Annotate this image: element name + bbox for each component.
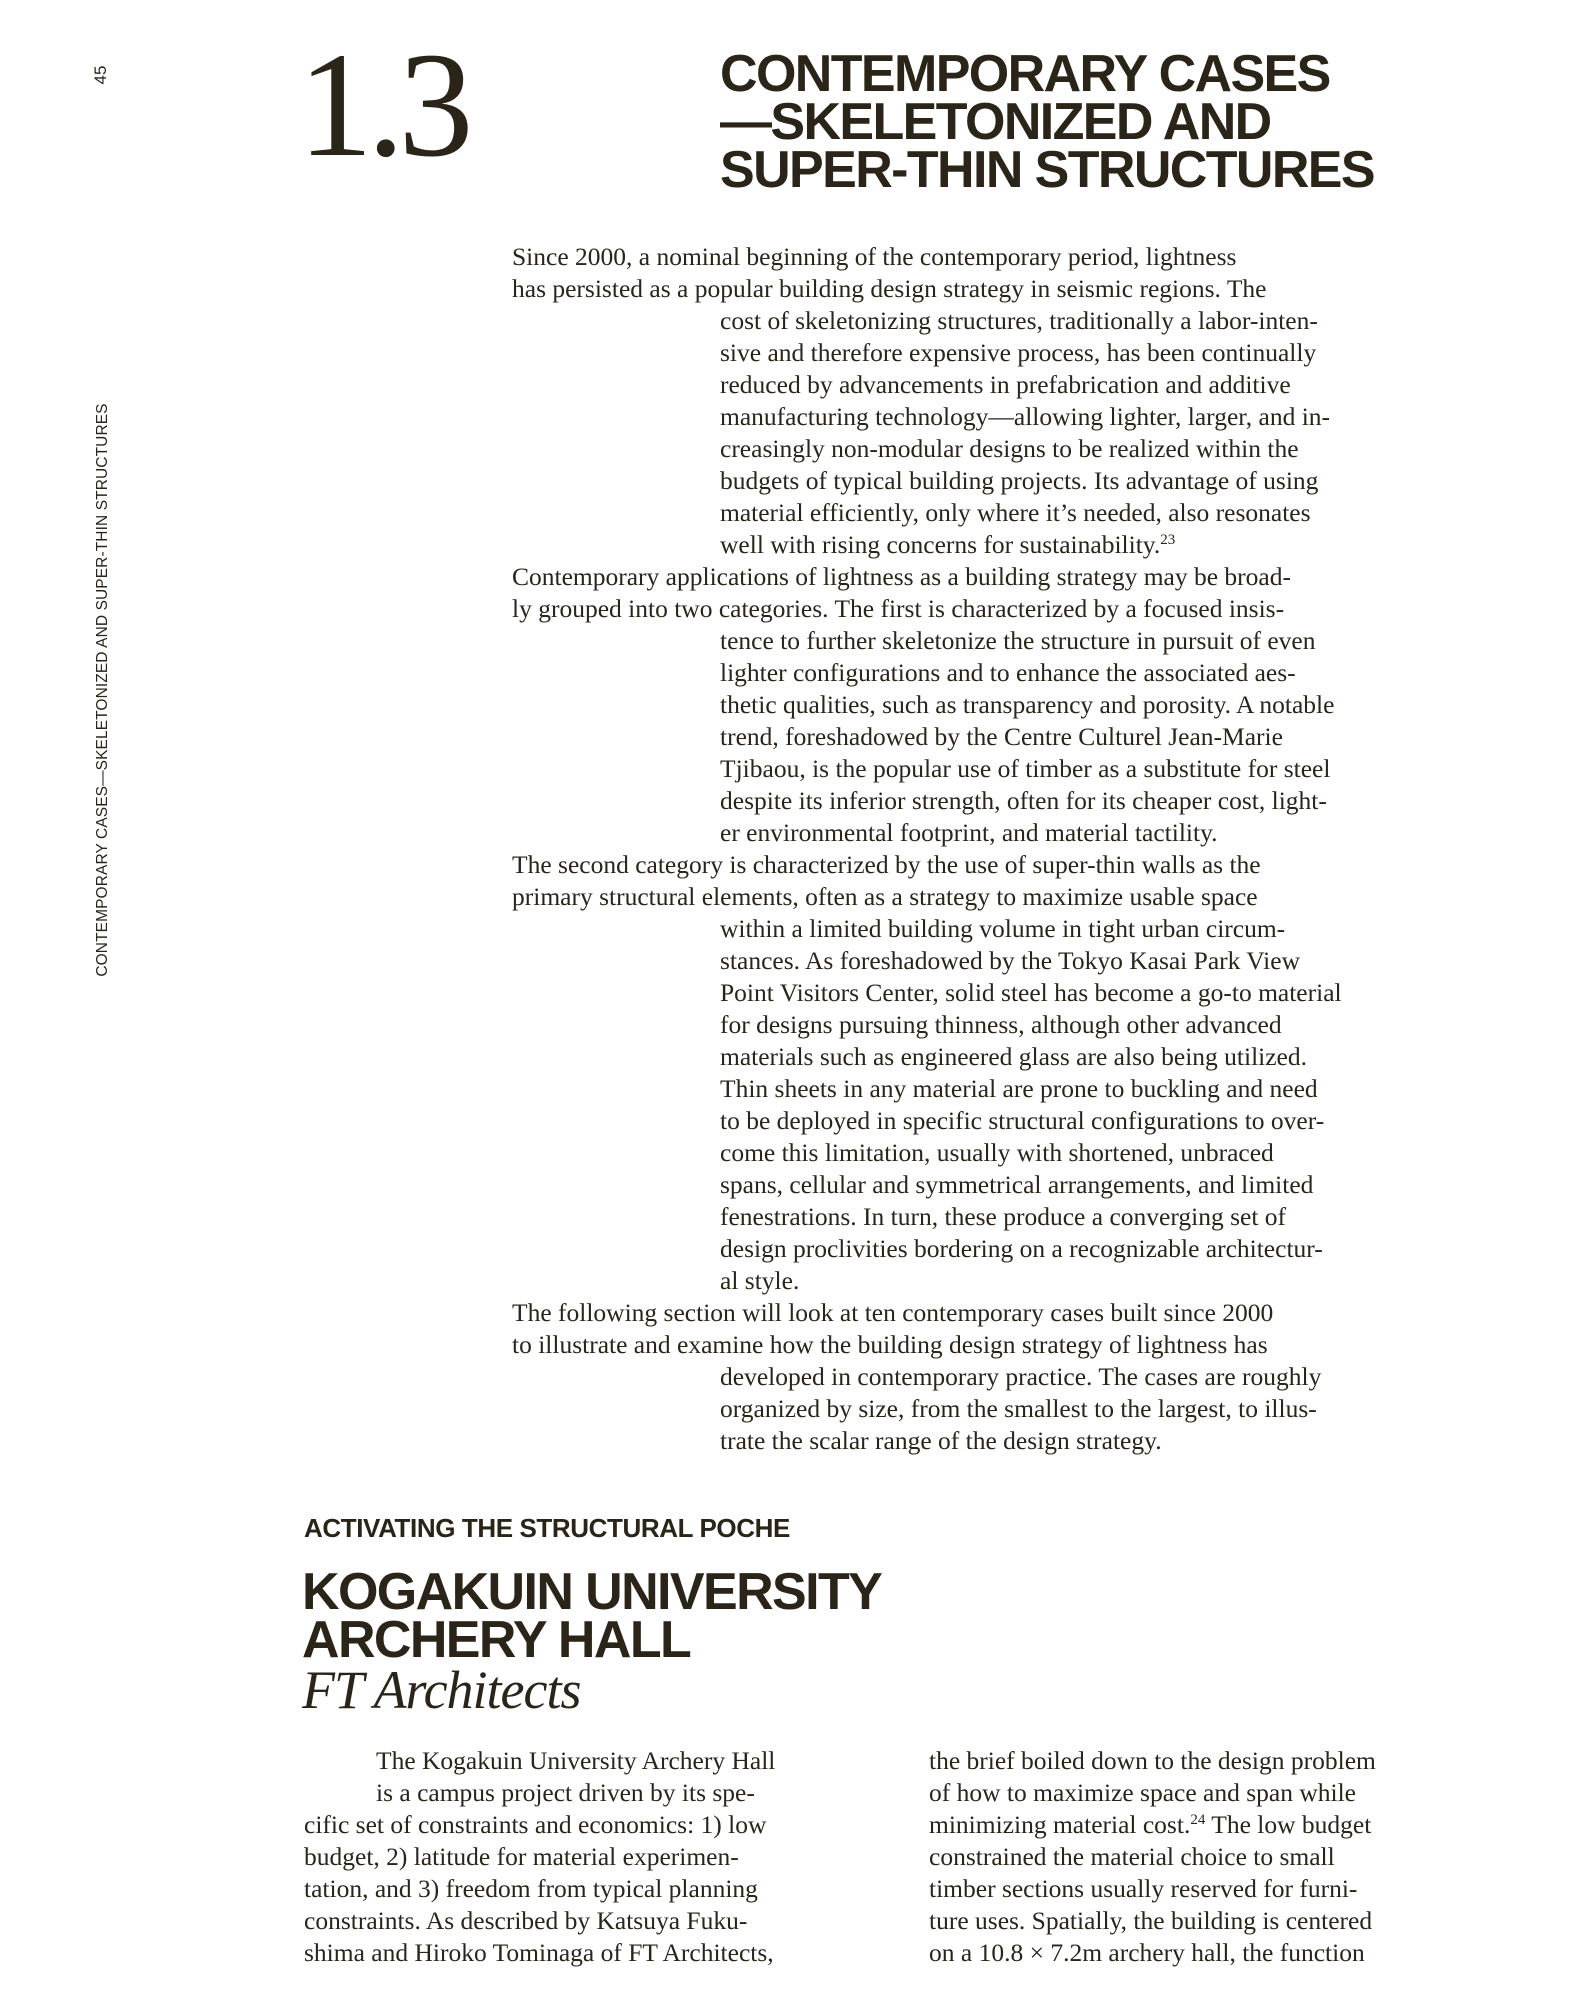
text-line: is a campus project driven by its spe- <box>376 1778 755 1807</box>
footnote-reference: 23 <box>1160 532 1176 548</box>
text-line: fenestrations. In turn, these produce a converging set of <box>720 1202 1287 1231</box>
text-line-part: well with rising concerns for sustainability. <box>720 530 1161 559</box>
text-line: constraints. As described by Katsuya Fuku- <box>304 1906 748 1935</box>
chapter-title <box>720 45 1540 199</box>
text-line: ture uses. Spatially, the building is centered <box>929 1906 1373 1935</box>
text-line: on a 10.8 × 7.2m archery hall, the function <box>929 1938 1365 1967</box>
text-line: budget, 2) latitude for material experimen- <box>304 1842 739 1871</box>
text-line: ly grouped into two categories. The first is characterized by a focused insis- <box>512 594 1285 623</box>
text-line: reduced by advancements in prefabrication and additive <box>720 370 1291 399</box>
chapter-number: 1.3 <box>298 22 468 188</box>
text-line <box>512 529 1522 561</box>
text-line: to illustrate and examine how the building design strategy of lightness has <box>512 1330 1268 1359</box>
text-line: tation, and 3) freedom from typical planning <box>304 1874 758 1903</box>
text-line: Tjibaou, is the popular use of timber as a substitute for steel <box>720 754 1331 783</box>
text-line: creasingly non-modular designs to be realized within the <box>720 434 1299 463</box>
text-line: spans, cellular and symmetrical arrangements, and limited <box>720 1170 1314 1199</box>
intro-paragraph-3 <box>512 849 1522 1297</box>
text-line: thetic qualities, such as transparency and porosity. A notable <box>720 690 1335 719</box>
text-line: Point Visitors Center, solid steel has become a go-to material <box>720 978 1342 1007</box>
body-column-right <box>929 1745 1549 1969</box>
text-line: for designs pursuing thinness, although other advanced <box>720 1010 1282 1039</box>
text-line: lighter configurations and to enhance the associated aes- <box>720 658 1296 687</box>
text-line <box>929 1809 1549 1841</box>
text-line: cific set of constraints and economics: 1) low <box>304 1810 767 1839</box>
case-title-line: ARCHERY HALL <box>302 1611 691 1669</box>
text-line: despite its inferior strength, often for its cheaper cost, light- <box>720 786 1327 815</box>
text-line: Contemporary applications of lightness as a building strategy may be broad- <box>512 562 1291 591</box>
intro-paragraph-2 <box>512 561 1522 849</box>
text-line: The second category is characterized by the use of super-thin walls as the <box>512 850 1261 879</box>
text-line: Since 2000, a nominal beginning of the contemporary period, lightness <box>512 242 1237 271</box>
case-title-line: KOGAKUIN UNIVERSITY <box>302 1563 882 1621</box>
text-line: Thin sheets in any material are prone to buckling and need <box>720 1074 1318 1103</box>
text-line: stances. As foreshadowed by the Tokyo Kasai Park View <box>720 946 1301 975</box>
text-line: primary structural elements, often as a strategy to maximize usable space <box>512 882 1258 911</box>
intro-paragraph-4 <box>512 1297 1522 1457</box>
text-line: the brief boiled down to the design problem <box>929 1746 1376 1775</box>
intro-text <box>512 241 1522 1457</box>
text-line: developed in contemporary practice. The cases are roughly <box>720 1362 1322 1391</box>
page-number: 45 <box>91 65 110 85</box>
text-line: materials such as engineered glass are also being utilized. <box>720 1042 1307 1071</box>
text-line: organized by size, from the smallest to the largest, to illus- <box>720 1394 1317 1423</box>
text-line: trend, foreshadowed by the Centre Culturel Jean-Marie <box>720 722 1283 751</box>
text-line: The Kogakuin University Archery Hall <box>376 1746 776 1775</box>
text-line-part: The low budget <box>1205 1810 1372 1839</box>
text-line: to be deployed in specific structural configurations to over- <box>720 1106 1325 1135</box>
text-line: The following section will look at ten contemporary cases built since 2000 <box>512 1298 1274 1327</box>
text-line: within a limited building volume in tight urban circum- <box>720 914 1286 943</box>
body-column-left <box>304 1745 904 1969</box>
text-line: sive and therefore expensive process, has been continually <box>720 338 1317 367</box>
text-line: timber sections usually reserved for furni- <box>929 1874 1358 1903</box>
text-line-part: minimizing material cost. <box>929 1810 1191 1839</box>
chapter-title-line: CONTEMPORARY CASES <box>720 45 1330 103</box>
chapter-title-line: —SKELETONIZED AND <box>720 93 1271 151</box>
text-line: shima and Hiroko Tominaga of FT Architects, <box>304 1938 774 1967</box>
intro-paragraph-1 <box>512 241 1522 561</box>
chapter-title-line: SUPER-THIN STRUCTURES <box>720 141 1374 199</box>
case-title <box>302 1563 1102 1669</box>
text-line: design proclivities bordering on a recognizable architectur- <box>720 1234 1323 1263</box>
running-head: CONTEMPORARY CASES—SKELETONIZED AND SUPER-THIN STRUCTURES <box>94 403 111 977</box>
section-kicker: ACTIVATING THE STRUCTURAL POCHE <box>304 1513 790 1543</box>
text-line: manufacturing technology—allowing lighter, larger, and in- <box>720 402 1331 431</box>
text-line: al style. <box>720 1266 800 1295</box>
case-architect: FT Architects <box>302 1660 581 1720</box>
text-line: budgets of typical building projects. Its advantage of using <box>720 466 1319 495</box>
footnote-reference: 24 <box>1190 1812 1206 1828</box>
text-line: cost of skeletonizing structures, traditionally a labor-inten- <box>720 306 1318 335</box>
text-line: trate the scalar range of the design strategy. <box>720 1426 1162 1455</box>
text-line: has persisted as a popular building design strategy in seismic regions. The <box>512 274 1267 303</box>
text-line: constrained the material choice to small <box>929 1842 1335 1871</box>
text-line: of how to maximize space and span while <box>929 1778 1357 1807</box>
text-line: er environmental footprint, and material tactility. <box>720 818 1218 847</box>
text-line: tence to further skeletonize the structure in pursuit of even <box>720 626 1316 655</box>
text-line: material efficiently, only where it’s needed, also resonates <box>720 498 1311 527</box>
text-line: come this limitation, usually with shortened, unbraced <box>720 1138 1274 1167</box>
